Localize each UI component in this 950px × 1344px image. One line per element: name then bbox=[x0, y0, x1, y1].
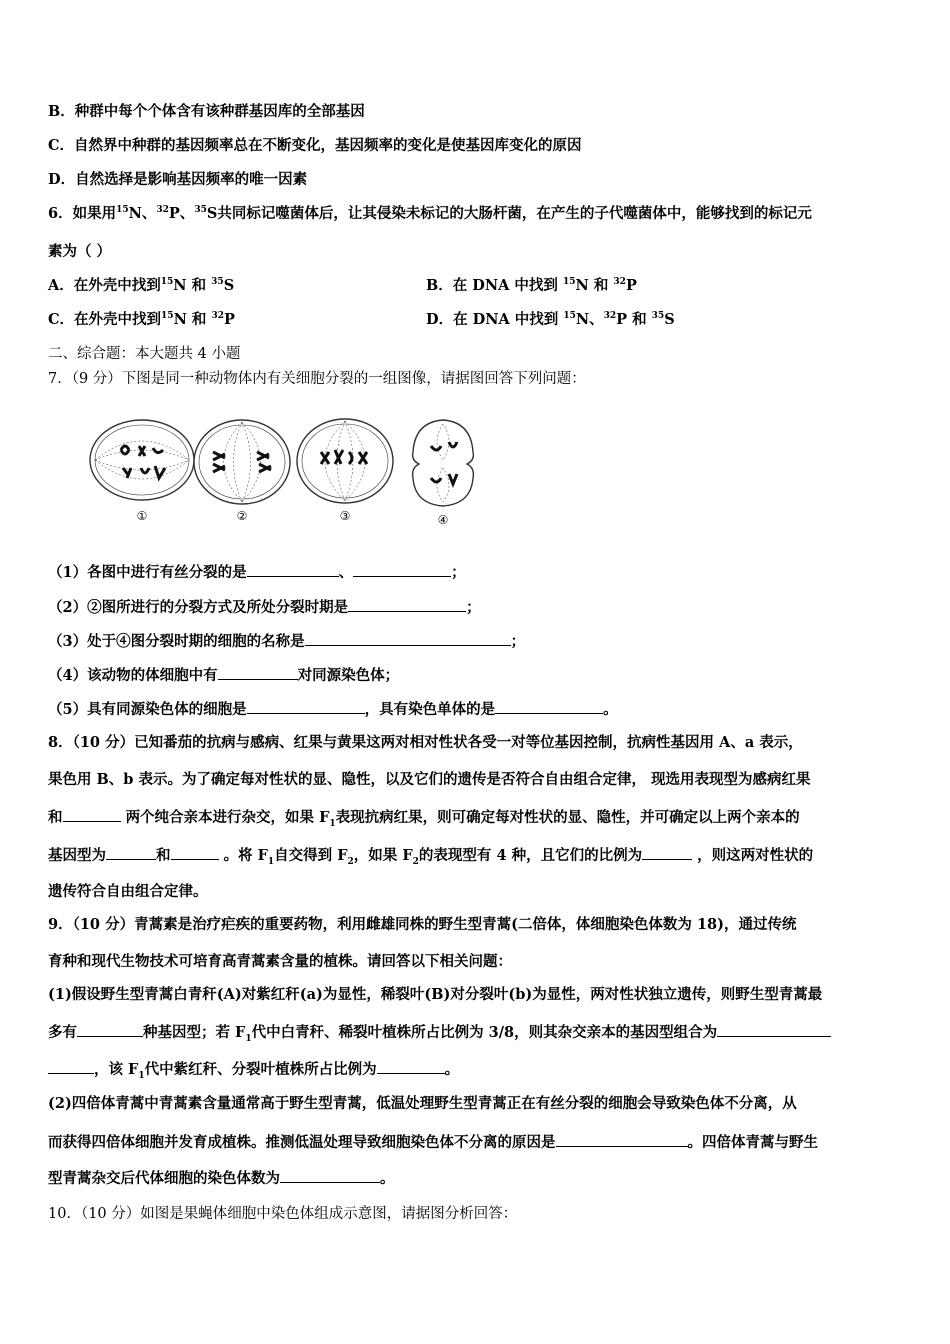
answer-blank[interactable] bbox=[348, 597, 466, 612]
q9-line1: 9．（10 分）青蒿素是治疗疟疾的重要药物，利用雌雄同株的野生型青蒿(二倍体，体细胞染色体数为 18)，通过传统 bbox=[48, 916, 797, 933]
answer-blank[interactable] bbox=[77, 1022, 143, 1037]
cell-3-diagram bbox=[297, 419, 393, 503]
answer-blank[interactable] bbox=[218, 665, 298, 680]
answer-blank[interactable] bbox=[377, 1059, 445, 1074]
q6-stem-line2: 素为（ ） bbox=[48, 243, 112, 260]
q10-stem: 10．（10 分）如图是果蝇体细胞中染色体组成示意图，请据图分析回答： bbox=[48, 1206, 518, 1222]
q9-line2: 育种和现代生物技术可培育高青蒿素含量的植株。请回答以下相关问题： bbox=[48, 953, 512, 970]
answer-blank[interactable] bbox=[717, 1022, 831, 1037]
cell-4-diagram bbox=[413, 420, 474, 506]
q8-line3: 和 两个纯合亲本进行杂交，如果 $F_1$表现抗病红果，则可确定每对性状的显、隐性，并可确定以上两个亲本的 bbox=[48, 809, 800, 829]
q7-sub3: （3）处于④图分裂时期的细胞的名称是 ； bbox=[48, 633, 526, 650]
q6-option-b: B．在 DNA 中找到 $^{15}$N 和 $^{32}$P bbox=[426, 277, 637, 294]
answer-blank[interactable] bbox=[106, 845, 156, 860]
section-heading: 二、综合题：本大题共 4 小题 bbox=[48, 346, 241, 362]
answer-blank[interactable] bbox=[247, 699, 365, 714]
q5-option-c: C．自然界中种群的基因频率总在不断变化，基因频率的变化是使基因库变化的原因 bbox=[48, 137, 582, 154]
answer-blank[interactable] bbox=[280, 1168, 380, 1183]
cell-1-diagram bbox=[90, 420, 194, 500]
q8-line1: 8．（10 分）已知番茄的抗病与感病、红果与黄果这两对相对性状各受一对等位基因控制，抗病性基因用 A、a 表示， bbox=[48, 734, 803, 751]
q9-part2-line2: 而获得四倍体细胞并发育成植株。推测低温处理导致细胞染色体不分离的原因是 。四倍体青蒿与野生 bbox=[48, 1134, 818, 1151]
q6-option-d: D．在 DNA 中找到 $^{15}$N、$^{32}$P 和 $^{35}$S bbox=[426, 311, 675, 328]
q6-stem-line1: 6．如果用$^{15}$N、$^{32}$P、$^{35}$S共同标记噬菌体后，让其侵染未标记的大肠杆菌，在产生的子代噬菌体中，能够找到的标记元 bbox=[48, 205, 812, 222]
answer-blank[interactable] bbox=[305, 631, 511, 646]
answer-blank[interactable] bbox=[48, 1059, 94, 1074]
q9-part1-line1: (1)假设野生型青蒿白青秆(A)对紫红秆(a)为显性，稀裂叶(B)对分裂叶(b)为显性，两对性状独立遗传，则野生型青蒿最 bbox=[48, 986, 823, 1003]
q7-cell-division-figure bbox=[85, 412, 490, 532]
answer-blank[interactable] bbox=[353, 562, 451, 577]
q9-part2-line1: (2)四倍体青蒿中青蒿素含量通常高于野生型青蒿，低温处理野生型青蒿正在有丝分裂的细胞会导致染色体不分离，从 bbox=[48, 1095, 797, 1112]
q7-sub4: （4）该动物的体细胞中有 对同源染色体； bbox=[48, 667, 400, 684]
fig-label-3: ③ bbox=[339, 509, 351, 523]
q5-option-b: B．种群中每个个体含有该种群基因库的全部基因 bbox=[48, 103, 365, 120]
q9-part1-line2: 多有 种基因型；若 $F_1$代中白青秆、稀裂叶植株所占比例为 3/8，则其杂交亲本的基因型组合为 bbox=[48, 1022, 831, 1043]
q6-option-c: C．在外壳中找到$^{15}$N 和 $^{32}$P bbox=[48, 311, 235, 328]
cell-2-diagram bbox=[194, 420, 290, 504]
q6-options-row2 bbox=[48, 310, 908, 330]
answer-blank[interactable] bbox=[556, 1132, 688, 1147]
q8-line5: 遗传符合自由组合定律。 bbox=[48, 883, 208, 900]
fig-label-4: ④ bbox=[437, 513, 449, 527]
answer-blank[interactable] bbox=[642, 845, 692, 860]
q6-option-a: A．在外壳中找到$^{15}$N 和 $^{35}$S bbox=[48, 277, 235, 294]
q6-options-row1 bbox=[48, 276, 908, 296]
q7-sub2: （2）②图所进行的分裂方式及所处分裂时期是 ； bbox=[48, 599, 481, 616]
fig-label-2: ② bbox=[236, 509, 248, 523]
q9-part2-line3: 型青蒿杂交后代体细胞的染色体数为 。 bbox=[48, 1170, 395, 1187]
answer-blank[interactable] bbox=[63, 807, 121, 822]
q7-sub1: （1）各图中进行有丝分裂的是 、 ； bbox=[48, 564, 466, 581]
answer-blank[interactable] bbox=[495, 699, 603, 714]
answer-blank[interactable] bbox=[247, 562, 339, 577]
fig-label-1: ① bbox=[136, 509, 148, 523]
q8-line2: 果色用 B、b 表示。为了确定每对性状的显、隐性，以及它们的遗传是否符合自由组合定律， 现选用表现型为感病红果 bbox=[48, 771, 811, 788]
q5-option-d: D．自然选择是影响基因频率的唯一因素 bbox=[48, 171, 308, 188]
q9-part1-line3: ，该 $F_1$代中紫红秆、分裂叶植株所占比例为 。 bbox=[48, 1059, 459, 1080]
q7-stem: 7．（9 分）下图是同一种动物体内有关细胞分裂的一组图像，请据图回答下列问题： bbox=[48, 371, 586, 387]
q8-line4: 基因型为 和 。将 $F_1$自交得到 $F_2$，如果 $F_2$的表现型有 4 种，且它们的比例为 ，则这两对性状的 bbox=[48, 847, 814, 867]
answer-blank[interactable] bbox=[171, 845, 219, 860]
q7-sub5: （5）具有同源染色体的细胞是 ，具有染色单体的是 。 bbox=[48, 701, 618, 718]
